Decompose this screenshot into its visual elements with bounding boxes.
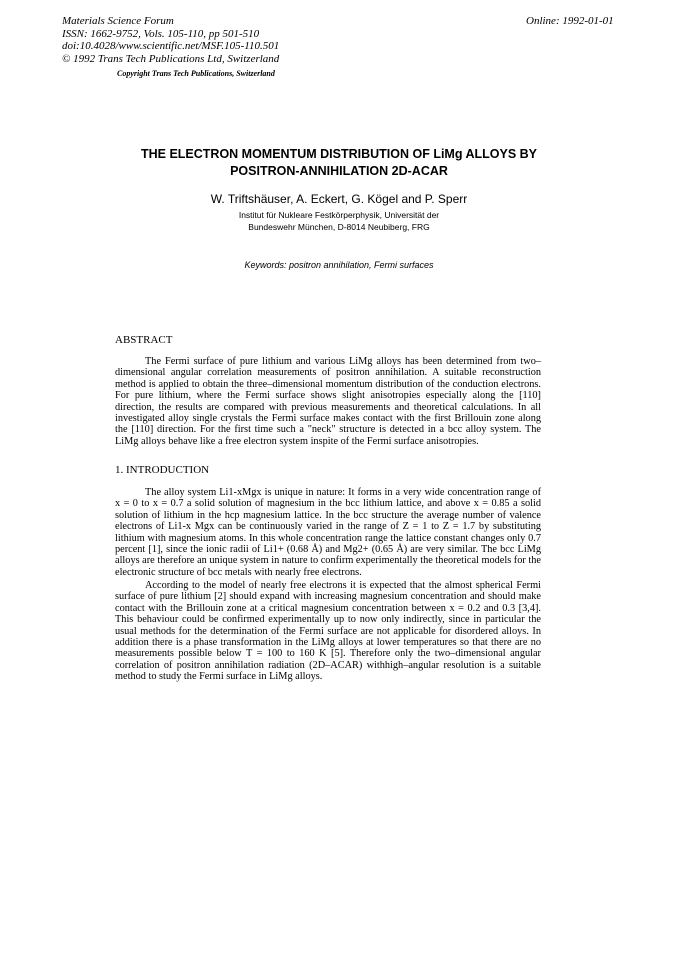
affiliation [100,209,578,233]
doi-line: doi:10.4028/www.scientific.net/MSF.105-110.501 [62,40,280,52]
abstract-text: The Fermi surface of pure lithium and various LiMg alloys has been determined from two–dimensional angular correlation measurements of positron annihilation. A suitable reconstruction method is applied to obtain the three–dimensional momentum distribution of the conduction electrons. For pure lithium, where the Fermi surface shows slight anisotropies especially along the [110] direction, the results are compared with previous measurements and theoretical calculations. In all investigated alloy single crystals the Fermi surface makes contact with the first Brillouin zone along the [110] direction. For the first time such a "neck" structure is detected in a bcc alloy system. The LiMg alloys behave like a free electron system inspite of the Fermi surface anisotropies. [115,356,541,447]
journal-name: Materials Science Forum [62,15,174,27]
introduction-paragraph-2 [115,580,541,683]
introduction-heading: 1. INTRODUCTION [115,464,210,476]
publisher-copyright: Copyright Trans Tech Publications, Switzerland [117,69,275,78]
paper-title-line-1: THE ELECTRON MOMENTUM DISTRIBUTION OF LiMg ALLOYS BY [140,147,538,161]
abstract-body [115,356,541,447]
copyright-line: © 1992 Trans Tech Publications Ltd, Switzerland [62,52,280,65]
paper-title [100,146,578,180]
introduction-paragraph-1-text: The alloy system Li1-xMgx is unique in nature: It forms in a very wide concentration range of x = 0 to x = 0.7 a solid solution of magnesium in the bcc lithium lattice, and above x = 0.85 a solid solution of lithium in the hcp magnesium lattice. In the bcc structure the average number of valence electrons of Li1-x Mgx can be continuously varied in the range of Z = 1 to Z = 1.7 by substituting lithium with magnesium atoms. In this whole concentration range the lattice constant changes only 0.7 percent [1], since the ionic radii of Li1+ (0.68 Å) and Mg2+ (0.65 Å) are very similar. The bcc LiMg alloys are therefore an unique system in nature to confirm experimentally the theoretical models for the electronic structure of bcc metals with nearly free electrons. [115,487,541,578]
keywords: Keywords: positron annihilation, Fermi surfaces [244,260,434,270]
affiliation-line-1: Institut für Nukleare Festkörperphysik, Universität der [238,210,440,220]
abstract-heading: ABSTRACT [115,334,173,346]
issn-line: ISSN: 1662-9752, Vols. 105-110, pp 501-510 [62,27,260,40]
introduction-paragraph-2-text: According to the model of nearly free electrons it is expected that the almost spherical Fermi surface of pure lithium [2] should expand with increasing magnesium concentration and should make contact with the Brillouin zone at a critical magnesium concentration between x = 0.2 and 0.3 [3,4]. This behaviour could be confirmed experimentally up to now only indirectly, since in particular the usual methods for the determination of the Fermi surface are not applicable for disordered alloys. In addition there is a phase transformation in the LiMg alloys at lower temperatures so that there are no measurements possible below T = 100 to 160 K [5]. Therefore only the two–dimensional angular correlation of positron annihilation radiation (2D–ACAR) withhigh–angular resolution is a suitable method to study the Fermi surface in LiMg alloys. [115,580,541,683]
affiliation-line-2: Bundeswehr München, D-8014 Neubiberg, FRG [248,222,430,232]
paper-title-line-2: POSITRON-ANNIHILATION 2D-ACAR [230,164,448,178]
introduction-paragraph-1 [115,487,541,578]
online-date: Online: 1992-01-01 [526,15,614,27]
authors: W. Triftshäuser, A. Eckert, G. Kögel and P. Sperr [210,192,468,206]
